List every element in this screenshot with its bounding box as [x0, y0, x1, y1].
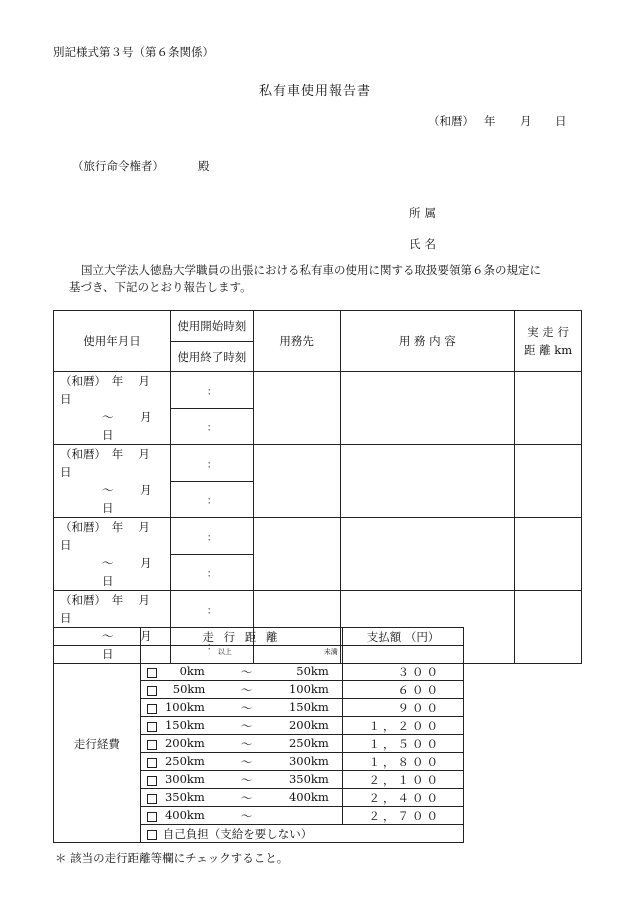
- amount-cell: ３００: [343, 663, 464, 681]
- time-colon: ：: [206, 569, 217, 581]
- start-time-cell[interactable]: [170, 445, 253, 482]
- range-to: 250km: [288, 736, 329, 750]
- range-to: 400km: [288, 790, 329, 804]
- amount-cell: ９００: [343, 699, 464, 717]
- header-distance-line2: 距 離 km: [523, 343, 573, 357]
- cost-side-label: 走行経費: [54, 646, 141, 843]
- usage-date-cell[interactable]: [54, 518, 171, 591]
- header-destination: 用務先: [253, 311, 340, 372]
- date-line-2: ～ 月 日: [102, 483, 167, 515]
- range-to: 150km: [288, 700, 329, 714]
- addressee-label: （旅行命令権者）: [72, 159, 164, 173]
- start-time-cell[interactable]: [170, 518, 253, 555]
- range-row[interactable]: [140, 807, 342, 825]
- range-row[interactable]: [140, 663, 342, 681]
- distance-cell[interactable]: [515, 518, 582, 591]
- range-from: 350km: [164, 790, 205, 804]
- cost-header-amount: 支払額 （円）: [343, 628, 464, 646]
- range-sublabel-cell: [140, 646, 342, 664]
- date-month-label: 月: [520, 114, 532, 128]
- range-row[interactable]: [140, 681, 342, 699]
- amount-blank: [343, 646, 464, 664]
- range-tilde: ～: [240, 737, 253, 751]
- cost-header-blank: [54, 628, 141, 646]
- range-from: 400km: [164, 808, 205, 822]
- range-to: 100km: [288, 682, 329, 696]
- range-from: 300km: [164, 772, 205, 786]
- content-cell[interactable]: [340, 372, 515, 445]
- range-row[interactable]: [140, 753, 342, 771]
- destination-cell[interactable]: [253, 372, 340, 445]
- date-line-1: （和暦） 年 月 日: [60, 520, 166, 552]
- header-distance: [515, 311, 582, 372]
- amount-cell: １，２００: [343, 717, 464, 735]
- intro-line-2: 基づき、下記のとおり報告します。: [69, 280, 252, 294]
- form-number-label: 別記様式第３号（第６条関係）: [53, 45, 214, 59]
- footnote: ＊ 該当の走行距離等欄にチェックすること。: [55, 851, 289, 865]
- range-from: 200km: [164, 736, 205, 750]
- header-distance-line1: 実 走 行: [527, 325, 569, 339]
- range-row[interactable]: [140, 699, 342, 717]
- start-time-cell[interactable]: [170, 372, 253, 409]
- amount-cell: １，５００: [343, 735, 464, 753]
- date-line-1: （和暦） 年 月 日: [60, 447, 166, 479]
- checkbox-icon[interactable]: [147, 704, 157, 714]
- range-to: 50km: [296, 664, 329, 678]
- end-time-cell[interactable]: [170, 482, 253, 518]
- range-from: 150km: [164, 718, 205, 732]
- amount-cell: ２，７００: [343, 807, 464, 825]
- self-pay-row[interactable]: [140, 825, 463, 843]
- date-line-2: ～ 月 日: [102, 410, 167, 442]
- range-from: 50km: [172, 682, 206, 696]
- checkbox-icon[interactable]: [147, 668, 157, 678]
- time-colon: ：: [206, 459, 217, 471]
- date-line-2: ～ 月 日: [102, 629, 167, 661]
- travel-cost-table: [53, 627, 464, 843]
- time-colon: ：: [206, 605, 217, 617]
- range-tilde: ～: [240, 683, 253, 697]
- header-date: 使用年月日: [54, 311, 171, 372]
- date-era-label: （和暦）: [428, 114, 474, 128]
- distance-cell[interactable]: [515, 445, 582, 518]
- range-to: 300km: [288, 754, 329, 768]
- page-title: 私有車使用報告書: [258, 84, 371, 99]
- checkbox-icon[interactable]: [147, 776, 157, 786]
- range-tilde: ～: [240, 791, 253, 805]
- self-pay-label: 自己負担（支給を要しない）: [162, 826, 313, 841]
- range-tilde: ～: [240, 701, 253, 715]
- start-time-cell[interactable]: [170, 591, 253, 628]
- time-colon: ：: [206, 386, 217, 398]
- header-content: 用 務 内 容: [340, 311, 515, 372]
- checkbox-icon[interactable]: [147, 758, 157, 768]
- range-row[interactable]: [140, 771, 342, 789]
- affiliation-label: 所属: [409, 206, 440, 220]
- range-from: 250km: [164, 754, 205, 768]
- checkbox-icon[interactable]: [147, 686, 157, 696]
- cost-header-distance: 走 行 距 離: [140, 628, 342, 646]
- time-colon: ：: [206, 423, 217, 435]
- date-line-2: ～ 月 日: [102, 556, 167, 588]
- checkbox-icon[interactable]: [147, 794, 157, 804]
- range-from: 0km: [179, 664, 205, 678]
- range-row[interactable]: [140, 789, 342, 807]
- time-colon: ：: [206, 642, 217, 654]
- checkbox-icon[interactable]: [147, 740, 157, 750]
- usage-date-cell[interactable]: [54, 372, 171, 445]
- amount-cell: ２，４００: [343, 789, 464, 807]
- range-from: 100km: [164, 700, 205, 714]
- range-tilde: ～: [240, 665, 253, 679]
- range-row[interactable]: [140, 717, 342, 735]
- range-tilde: ～: [240, 755, 253, 769]
- checkbox-icon[interactable]: [147, 812, 157, 822]
- content-cell[interactable]: [340, 445, 515, 518]
- date-year-label: 年: [484, 114, 496, 128]
- range-tilde: ～: [240, 719, 253, 733]
- usage-date-cell[interactable]: [54, 445, 171, 518]
- date-line-1: （和暦） 年 月 日: [60, 593, 166, 625]
- amount-cell: ２，１００: [343, 771, 464, 789]
- time-colon: ：: [206, 532, 217, 544]
- label-more-than: 以上: [217, 648, 232, 656]
- destination-cell[interactable]: [253, 518, 340, 591]
- destination-cell[interactable]: [253, 445, 340, 518]
- header-start-time: 使用開始時刻: [170, 311, 253, 342]
- checkbox-icon[interactable]: [147, 830, 157, 840]
- range-to: 200km: [288, 718, 329, 732]
- range-tilde: ～: [240, 809, 253, 823]
- date-day-label: 日: [555, 114, 567, 128]
- content-cell[interactable]: [340, 518, 515, 591]
- amount-cell: ６００: [343, 681, 464, 699]
- range-tilde: ～: [240, 773, 253, 787]
- end-time-cell[interactable]: [170, 409, 253, 445]
- intro-line-1: 国立大学法人徳島大学職員の出張における私有車の使用に関する取扱要領第６条の規定に: [81, 263, 541, 277]
- label-less-than: 未満: [323, 648, 338, 656]
- intro-text: [69, 262, 569, 296]
- end-time-cell[interactable]: [170, 555, 253, 591]
- header-end-time: 使用終了時刻: [170, 342, 253, 372]
- date-line-1: （和暦） 年 月 日: [60, 374, 166, 406]
- range-to: 350km: [288, 772, 329, 786]
- honorific-label: 殿: [198, 159, 210, 173]
- distance-cell[interactable]: [515, 372, 582, 445]
- range-row[interactable]: [140, 735, 342, 753]
- distance-cell[interactable]: [515, 591, 582, 664]
- checkbox-icon[interactable]: [147, 722, 157, 732]
- name-label: 氏名: [409, 237, 440, 251]
- amount-cell: １，８００: [343, 753, 464, 771]
- time-colon: ：: [206, 496, 217, 508]
- usage-log-table: [53, 310, 582, 664]
